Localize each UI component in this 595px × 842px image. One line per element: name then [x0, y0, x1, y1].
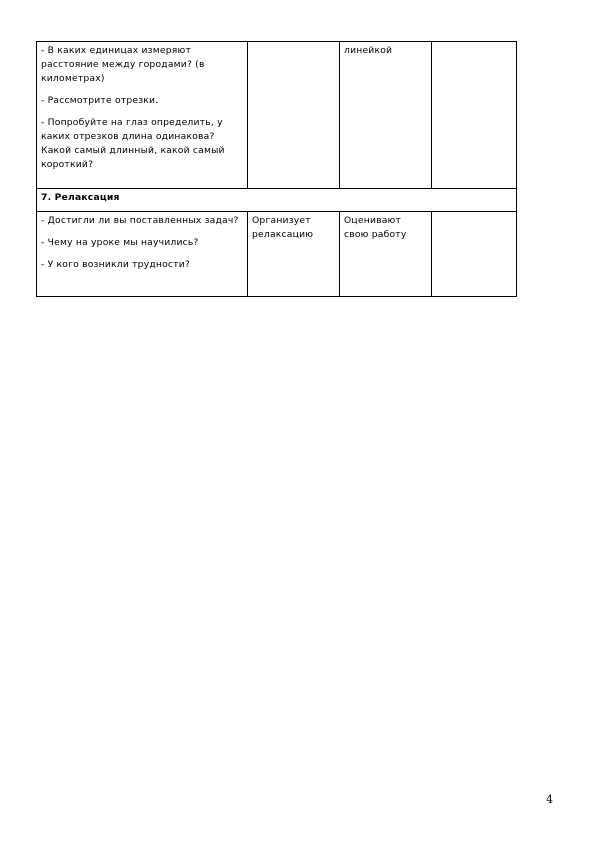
table-row	[37, 42, 517, 189]
section-row	[37, 189, 517, 212]
question-text: - Чему на уроке мы научились?	[41, 237, 199, 248]
student-activity-cell: линейкой	[340, 42, 432, 189]
question-text: - Достигли ли вы поставленных задач?	[41, 215, 239, 226]
teacher-activity-cell: Организует релаксацию	[248, 212, 340, 297]
table-row	[37, 212, 517, 297]
question-text: - В каких единицах измеряют расстояние между городами? (в километрах)	[41, 45, 205, 84]
student-activity-cell: Оценивают свою работу	[340, 212, 432, 297]
question-text: - У кого возникли трудности?	[41, 259, 190, 270]
question-text: - Рассмотрите отрезки.	[41, 95, 159, 106]
teacher-questions-cell	[37, 42, 248, 189]
notes-cell	[432, 42, 517, 189]
teacher-questions-cell	[37, 212, 248, 297]
question-text: - Попробуйте на глаз определить, у каких отрезков длина одинакова? Какой самый длинный, какой самый короткий?	[41, 117, 225, 170]
notes-cell	[432, 212, 517, 297]
teacher-activity-cell	[248, 42, 340, 189]
page-number: 4	[546, 793, 553, 806]
section-heading: 7. Релаксация	[37, 189, 517, 212]
lesson-plan-table	[36, 41, 517, 297]
